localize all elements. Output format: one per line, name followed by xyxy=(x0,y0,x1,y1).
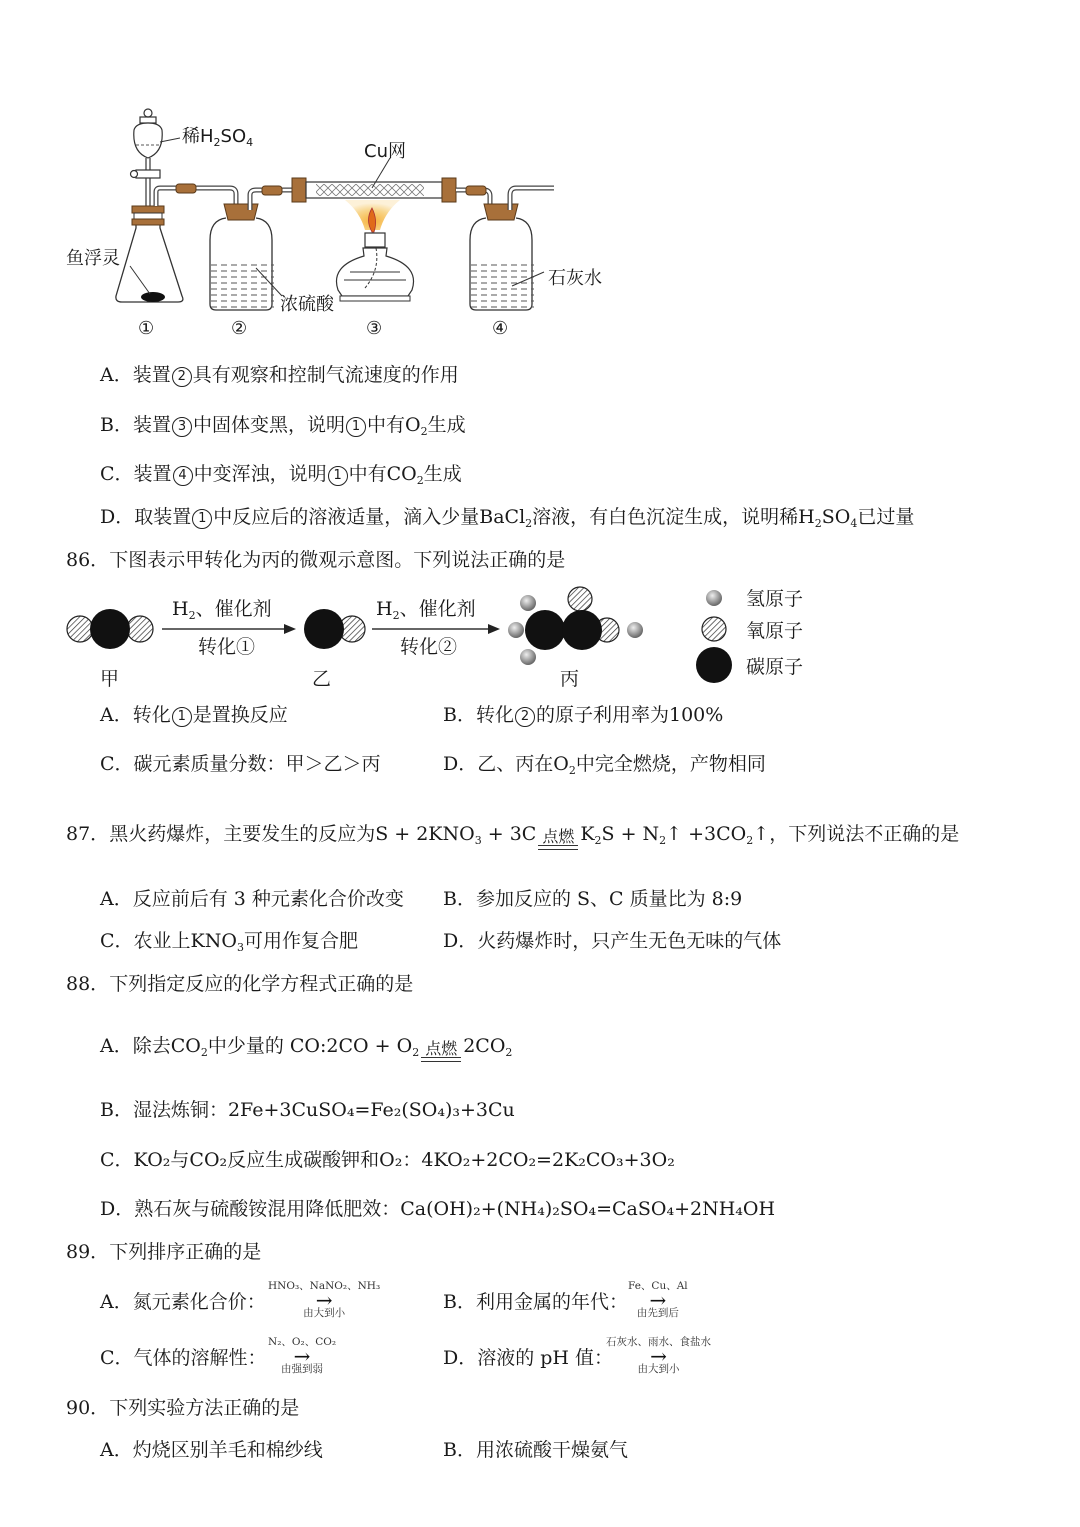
arrow-right-icon: → xyxy=(293,1344,311,1368)
q89-c-sequence: N₂、O₂、CO₂ → 由强到弱 xyxy=(268,1336,337,1375)
limewater-label: 石灰水 xyxy=(548,268,602,289)
q86-option-c[interactable]: C．碳元素质量分数：甲＞乙＞丙 xyxy=(100,753,381,775)
legend-oxygen: 氧原子 xyxy=(746,620,804,642)
q89-b-sequence: Fe、Cu、Al → 由先到后 xyxy=(628,1280,688,1319)
number-1: ① xyxy=(138,318,155,339)
q88-option-b[interactable]: B．湿法炼铜：2Fe+3CuSO₄=Fe₂(SO₄)₃+3Cu xyxy=(100,1099,515,1121)
q88-option-a[interactable]: A．除去$CO_2$中少量的 CO:2CO + $O_2$ 点燃 $2CO_2$ xyxy=(100,1034,512,1062)
q89-option-c[interactable]: C．气体的溶解性： xyxy=(100,1347,267,1369)
arrow-right-icon: → xyxy=(315,1288,333,1312)
conical-flask xyxy=(116,206,183,302)
q86-stem: 86．下图表示甲转化为丙的微观示意图。下列说法正确的是 xyxy=(66,549,566,571)
q86-option-b[interactable]: B．转化 2 的原子利用率为100% xyxy=(443,704,724,726)
conc-acid-label: 浓硫酸 xyxy=(280,294,334,315)
q89-a-sequence: HNO₃、NaNO₂、NH₃ → 由大到小 xyxy=(268,1280,381,1319)
question-number: 90． xyxy=(66,1397,110,1419)
number-3: ③ xyxy=(366,318,383,339)
step1-reagent: $H_2$、催化剂 xyxy=(172,598,272,622)
acid-label: 稀$H_2SO_4$ xyxy=(182,126,254,149)
q89-stem: 89．下列排序正确的是 xyxy=(66,1241,262,1263)
question-number: 86． xyxy=(66,549,110,571)
label-yi: 乙 xyxy=(312,668,332,690)
q85-option-b[interactable]: B．装置 3 中固体变黑，说明 1 中有$O_2$生成 xyxy=(100,414,466,438)
fish-label: 鱼浮灵 xyxy=(66,248,120,269)
q90-stem: 90．下列实验方法正确的是 xyxy=(66,1397,300,1419)
label-jia: 甲 xyxy=(100,668,120,690)
q87-option-d[interactable]: D．火药爆炸时，只产生无色无味的气体 xyxy=(443,930,782,952)
molecule-yi xyxy=(304,609,365,649)
q89-option-d[interactable]: D．溶液的 pH 值： xyxy=(443,1347,614,1369)
q89-option-a[interactable]: A．氮元素化合价： xyxy=(100,1291,266,1313)
q88-stem: 88．下列指定反应的化学方程式正确的是 xyxy=(66,973,414,995)
condition-ignite: 点燃 xyxy=(421,1041,461,1062)
q87-option-c[interactable]: C．农业上$KNO_3$可用作复合肥 xyxy=(100,930,358,954)
cu-mesh-label: Cu网 xyxy=(364,141,406,162)
q85-option-d[interactable]: D．取装置 1 中反应后的溶液适量，滴入少量BaCl$_2$溶液，有白色沉淀生成，说明稀$H_2SO_4$已过量 xyxy=(100,506,915,530)
q89-option-b[interactable]: B．利用金属的年代： xyxy=(443,1291,628,1313)
number-4: ④ xyxy=(492,318,509,339)
q85-option-c[interactable]: C．装置 4 中变浑浊，说明 1 中有$CO_2$生成 xyxy=(100,463,462,487)
q88-option-c[interactable]: C．KO₂与CO₂反应生成碳酸钾和O₂：4KO₂+2CO₂=2K₂CO₃+3O₂ xyxy=(100,1149,675,1171)
question-number: 88． xyxy=(66,973,110,995)
question-number: 89． xyxy=(66,1241,110,1263)
arrow-right-icon: → xyxy=(650,1344,667,1368)
q90-option-b[interactable]: B．用浓硫酸干燥氨气 xyxy=(443,1439,628,1461)
question-number: 87． xyxy=(66,823,110,845)
number-2: ② xyxy=(231,318,248,339)
q86-option-d[interactable]: D．乙、丙在$O_2$中完全燃烧，产物相同 xyxy=(443,753,766,777)
apparatus-diagram xyxy=(60,100,620,350)
q89-d-sequence: 石灰水、雨水、食盐水 → 由大到小 xyxy=(606,1336,711,1375)
molecule-bing xyxy=(508,587,643,665)
step2-reagent: $H_2$、催化剂 xyxy=(376,598,476,622)
limewater-bottle xyxy=(468,188,554,310)
q87-option-b[interactable]: B．参加反应的 S、C 质量比为 8:9 xyxy=(443,888,743,910)
legend xyxy=(696,590,732,683)
step1-name: 转化① xyxy=(198,636,256,658)
q86-option-a[interactable]: A．转化 1 是置换反应 xyxy=(100,704,288,726)
alcohol-lamp xyxy=(336,233,413,301)
molecule-diagram xyxy=(60,585,840,695)
condition-ignite: 点燃 xyxy=(538,829,578,850)
q85-option-a[interactable]: A．装置 2 具有观察和控制气流速度的作用 xyxy=(100,364,459,386)
apparatus-drawing xyxy=(60,100,620,350)
q87-option-a[interactable]: A．反应前后有 3 种元素化合价改变 xyxy=(100,888,404,910)
arrow-right-icon: → xyxy=(649,1288,667,1312)
molecule-jia xyxy=(67,609,153,649)
legend-carbon: 碳原子 xyxy=(746,656,804,678)
legend-hydrogen: 氢原子 xyxy=(746,588,804,610)
label-bing: 丙 xyxy=(560,668,580,690)
q87-stem: 87．黑火药爆炸，主要发生的反应为$S + 2KNO_3 + 3C$ 点燃 $K_2S$ + $N_2↑$ $+3CO_2↑$，下列说法不正确的是 xyxy=(66,822,959,850)
q90-option-a[interactable]: A．灼烧区别羊毛和棉纱线 xyxy=(100,1439,323,1461)
step2-name: 转化② xyxy=(400,636,458,658)
combustion-tube xyxy=(292,158,456,232)
q88-option-d[interactable]: D．熟石灰与硫酸铵混用降低肥效：Ca(OH)₂+(NH₄)₂SO₄=CaSO₄+2NH₄OH xyxy=(100,1198,776,1220)
